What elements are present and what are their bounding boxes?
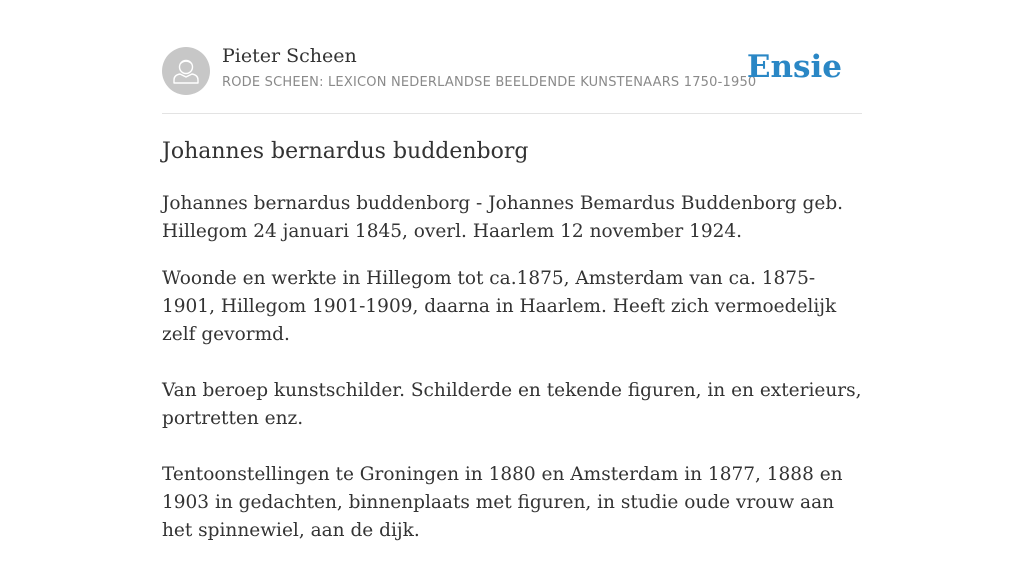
author-name[interactable]: Pieter Scheen (222, 45, 357, 67)
user-silhouette-icon (162, 47, 210, 95)
article-body (162, 190, 862, 564)
source-name[interactable]: RODE SCHEEN: LEXICON NEDERLANDSE BEELDENDE KUNSTENAARS 1750-1950 (222, 75, 757, 90)
article-paragraph: Johannes bernardus buddenborg - Johannes Bemardus Buddenborg geb. Hillegom 24 januari 1845, overl. Haarlem 12 november 1924. (162, 193, 844, 242)
page-container (162, 0, 862, 541)
ensie-logo[interactable]: Ensie (746, 49, 842, 85)
article-paragraph: Woonde en werkte in Hillegom tot ca.1875, Amsterdam van ca. 1875-1901, Hillegom 1901-1909, daarna in Haarlem. Heeft zich vermoedelijk zelf gevormd. Van beroep kunstschilder. Schilderde en tekende figuren, in en exterieurs, portretten enz. Tentoonstellingen te Groningen in 1880 en Amsterdam in 1877, 1888 en 1903 in gedachten, binnenplaats met figuren, in studie oude vrouw aan het spinnewiel, aan de dijk. (162, 268, 862, 541)
article-title: Johannes bernardus buddenborg (162, 139, 529, 164)
author-avatar[interactable] (162, 47, 210, 95)
article-header (162, 0, 862, 114)
